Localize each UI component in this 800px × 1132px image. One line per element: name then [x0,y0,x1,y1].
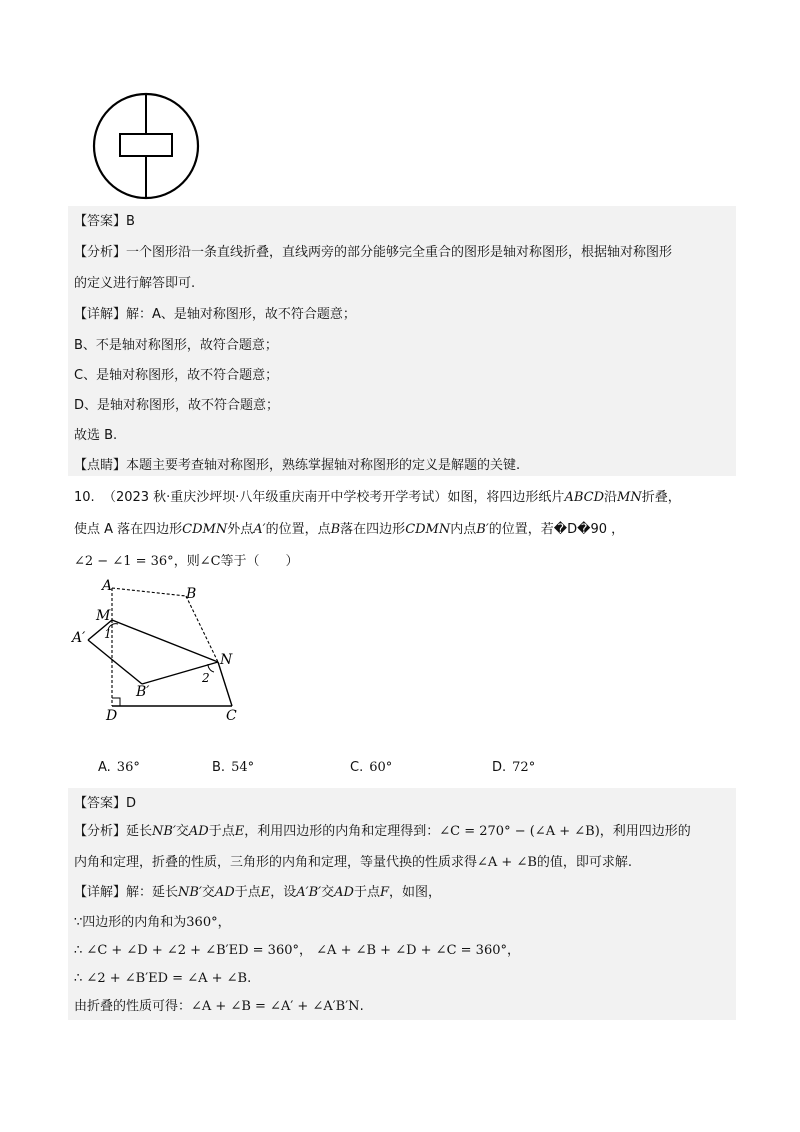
label-angle-1: 1 [104,627,112,641]
q10-stem-line2 [74,520,624,540]
q10-angle-c: ∠C [199,554,221,569]
label-bprime: B′ [136,684,150,700]
q9-comment: 【点睛】本题主要考查轴对称图形，熟练掌握轴对称图形的定义是解题的关键. [74,458,521,473]
q10-mn: MN [617,490,642,505]
q10-condition: ∠2 − ∠1 = 36° [74,554,174,569]
q10-line2-b: 外点 [227,522,254,537]
q10-line2-e: 内点 [450,522,477,537]
right-angle-mark [112,698,120,706]
q10-detail-line2: ∵四边形的内角和为360°， [74,915,231,930]
q10-stem-line3 [74,552,299,572]
q9-detail-line2: B、不是轴对称图形，故符合题意； [74,338,278,353]
dashed-bn [186,596,218,662]
q9-answer: 【答案】B [74,214,135,229]
dashed-ab [112,588,186,596]
option-a[interactable]: A. 36° [98,760,140,775]
q10-line2-a: 使点 A 落在四边形 [74,522,183,537]
q10-line3-d: 等于（ ） [220,554,299,569]
q10-source: （2023 秋·重庆沙坪坝·八年级重庆南开中学校考开学考试）如图，将四边形纸片 [102,490,565,505]
q10-number: 10. [74,490,95,505]
label-m: M [96,608,111,624]
edge-mn [112,620,218,662]
option-d[interactable]: D. 72° [492,760,536,775]
edge-cn [218,662,232,706]
q10-detail-line4: ∴ ∠2 + ∠B′ED = ∠A + ∠B. [74,971,252,986]
q9-detail-line3: C、是轴对称图形，故不符合题意； [74,368,279,383]
q9-detail-line5: 故选 B. [74,428,118,443]
q10-aprime: A′ [253,522,266,537]
q9-figure [88,92,208,200]
q10-fold: 折叠， [641,490,681,505]
label-n: N [220,652,233,668]
label-d: D [106,708,118,724]
q10-line3-b: ，则 [173,554,200,569]
q10-bprime: B′ [476,522,489,537]
q9-analysis-line1: 【分析】一个图形沿一条直线折叠，直线两旁的部分能够完全重合的图形是轴对称图形，根据轴对称图形 [74,245,673,260]
q10-analysis-line1: 【分析】延长NB′交AD于点E，利用四边形的内角和定理得到：∠C = 270° − (∠A + ∠B)，利用四边形的 [74,824,691,839]
option-c[interactable]: C. 60° [350,760,393,775]
edge-bprime-aprime [88,640,142,684]
label-angle-2: 2 [202,671,210,685]
q10-stem-line1 [74,488,681,508]
q9-analysis-line2: 的定义进行解答即可. [74,276,196,291]
q10-line2-f: 的位置，若�D�90 ， [488,522,625,537]
q10-cdmn2: CDMN [405,522,451,537]
q10-abcd: ABCD [564,490,604,505]
label-b: B [186,586,197,602]
label-c: C [226,708,237,724]
q10-line2-c: 的位置，点 [265,522,331,537]
q10-cdmn: CDMN [182,522,228,537]
q10-answer: 【答案】D [74,796,137,811]
q10-analysis-line2: 内角和定理，折叠的性质，三角形的内角和定理，等量代换的性质求得∠A + ∠B的值，即可求解. [74,855,633,870]
q10-detail-line1: 【详解】解：延长NB′交AD于点E，设A′B′交AD于点F，如图， [74,885,442,900]
q10-figure [68,578,258,726]
q9-detail-line4: D、是轴对称图形，故不符合题意； [74,398,280,413]
figure-rectangle [120,134,172,156]
q10-line2-d: 落在四边形 [340,522,406,537]
q10-detail-line3: ∴ ∠C + ∠D + ∠2 + ∠B′ED = 360°， ∠A + ∠B + ∠D + ∠C = 360°， [74,943,520,958]
q10-along: 沿 [604,490,618,505]
q10-detail-line5: 由折叠的性质可得：∠A + ∠B = ∠A′ + ∠A′B′N. [74,999,364,1014]
option-b[interactable]: B. 54° [212,760,255,775]
label-aprime: A′ [72,630,86,646]
q10-b: B [330,522,341,537]
label-a: A [102,578,113,594]
q9-detail-line1: 【详解】解：A、是轴对称图形，故不符合题意； [74,307,356,322]
